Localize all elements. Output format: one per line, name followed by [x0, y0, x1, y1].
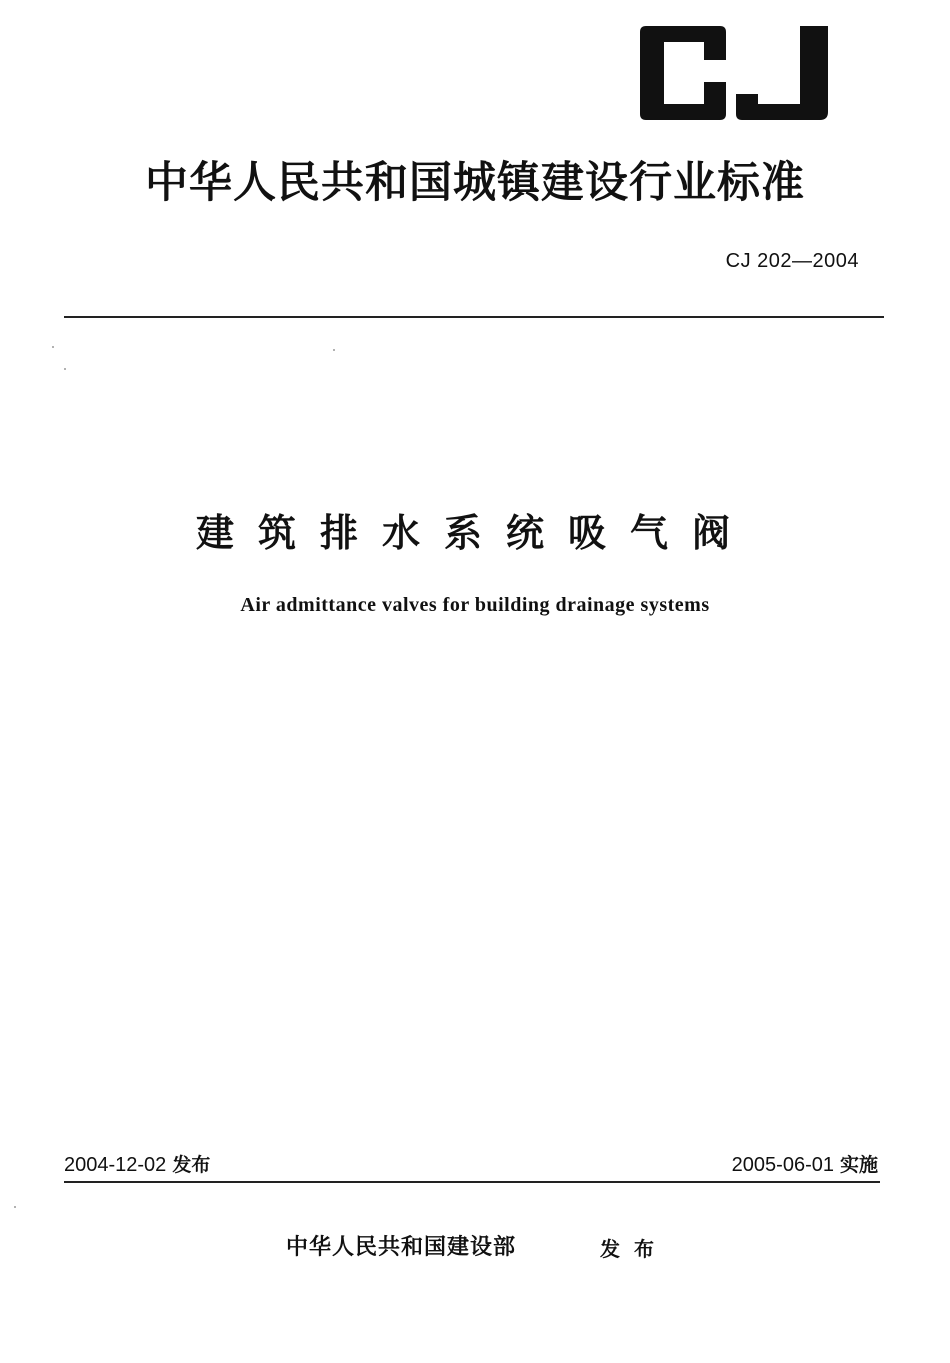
issue-label: 发布 [172, 1154, 211, 1176]
publisher-name: 中华人民共和国建设部 [286, 1235, 517, 1260]
standard-code: CJ 202—2004 [725, 250, 859, 272]
effective-date-block [732, 1150, 878, 1177]
document-title-english: Air admittance valves for building drainage systems [240, 594, 710, 616]
agency-title: 中华人民共和国城镇建设行业标准 [145, 158, 805, 208]
scan-speck [14, 1206, 16, 1208]
publish-label: 发布 [600, 1237, 668, 1261]
scan-speck [52, 346, 54, 348]
bottom-divider [64, 1181, 880, 1183]
issue-date: 2004-12-02 [64, 1154, 167, 1176]
cj-logo-c [640, 26, 726, 120]
document-title-chinese: 建筑排水系统吸气阀 [195, 511, 754, 555]
issue-date-block [64, 1150, 210, 1177]
scan-speck [333, 349, 335, 351]
top-divider [64, 316, 884, 318]
cj-logo-j [736, 26, 828, 120]
cj-logo [634, 24, 830, 122]
effective-label: 实施 [839, 1154, 878, 1176]
scan-speck [64, 368, 66, 370]
effective-date: 2005-06-01 [731, 1154, 834, 1176]
